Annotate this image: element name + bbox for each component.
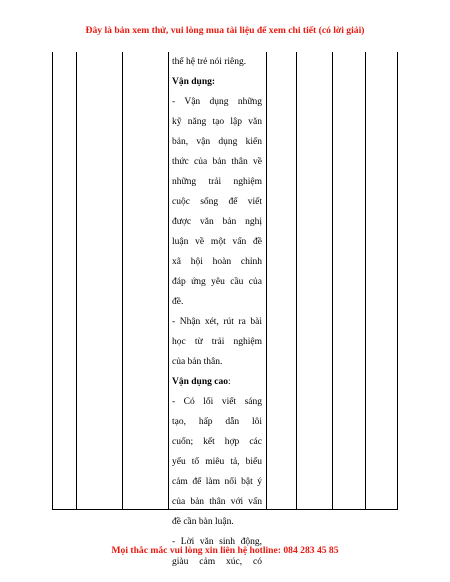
cell-text-line: đề.: [172, 297, 184, 307]
cell-text-line: xã hội hoàn chỉnh: [172, 257, 262, 267]
cell-text-line: của bản thân với vấn: [172, 497, 262, 507]
cell-text-line: luận về một vấn đề: [172, 237, 262, 247]
cell-text-line: cảm để làm nổi bật ý: [172, 477, 262, 487]
cell-text-line: kỹ năng tạo lập văn: [172, 117, 262, 127]
cell-text-line: những trải nghiệm: [172, 177, 262, 187]
table-column-divider: [332, 52, 333, 510]
cell-text-line: cuốn; kết hợp các: [172, 437, 262, 447]
table-column-divider: [122, 52, 123, 510]
cell-text-line: học từ trải nghiệm: [172, 337, 262, 347]
table-column-divider: [266, 52, 267, 510]
cell-text-line: tạo, hấp dẫn lôi: [172, 417, 262, 427]
table-column-divider: [296, 52, 297, 510]
table-column-divider: [365, 52, 366, 510]
table-column-divider: [76, 52, 77, 510]
table-column-divider: [168, 52, 169, 510]
cell-text-line: - Lời văn sinh động,: [172, 537, 262, 547]
cell-text-line: được văn bản nghị: [172, 217, 262, 227]
cell-text-line: yếu tố miêu tả, biểu: [172, 457, 262, 467]
cell-text-line: Vận dụng cao:: [172, 377, 231, 387]
cell-text-line: của bản thân.: [172, 357, 223, 367]
table-cell-requirements: [172, 52, 262, 572]
cell-text-line: thể hệ trẻ nói riêng.: [172, 57, 247, 67]
cell-text-line: Vận dụng:: [172, 77, 216, 87]
cell-text-line: đề cần bàn luận.: [172, 517, 234, 527]
cell-text-line: - Vận dụng những: [172, 97, 262, 107]
cell-text-line: thức của bản thân về: [172, 157, 262, 167]
cell-text-line: - Nhận xét, rút ra bài: [172, 317, 262, 327]
cell-text-line: giàu cảm xúc, có: [172, 557, 262, 567]
cell-text-line: bản, vận dụng kiến: [172, 137, 262, 147]
cell-text-line: cuộc sống để viết: [172, 197, 262, 207]
hotline-notice-footer: Mọi thắc mắc vui lòng xin liên hệ hotline: 084 283 45 85: [111, 545, 339, 556]
cell-text-line: - Có lối viết sáng: [172, 397, 262, 407]
cell-text-line: đáp ứng yêu cầu của: [172, 277, 262, 287]
preview-notice-header: Đây là bản xem thử, vui lòng mua tài liệu để xem chi tiết (có lời giải): [85, 25, 365, 36]
